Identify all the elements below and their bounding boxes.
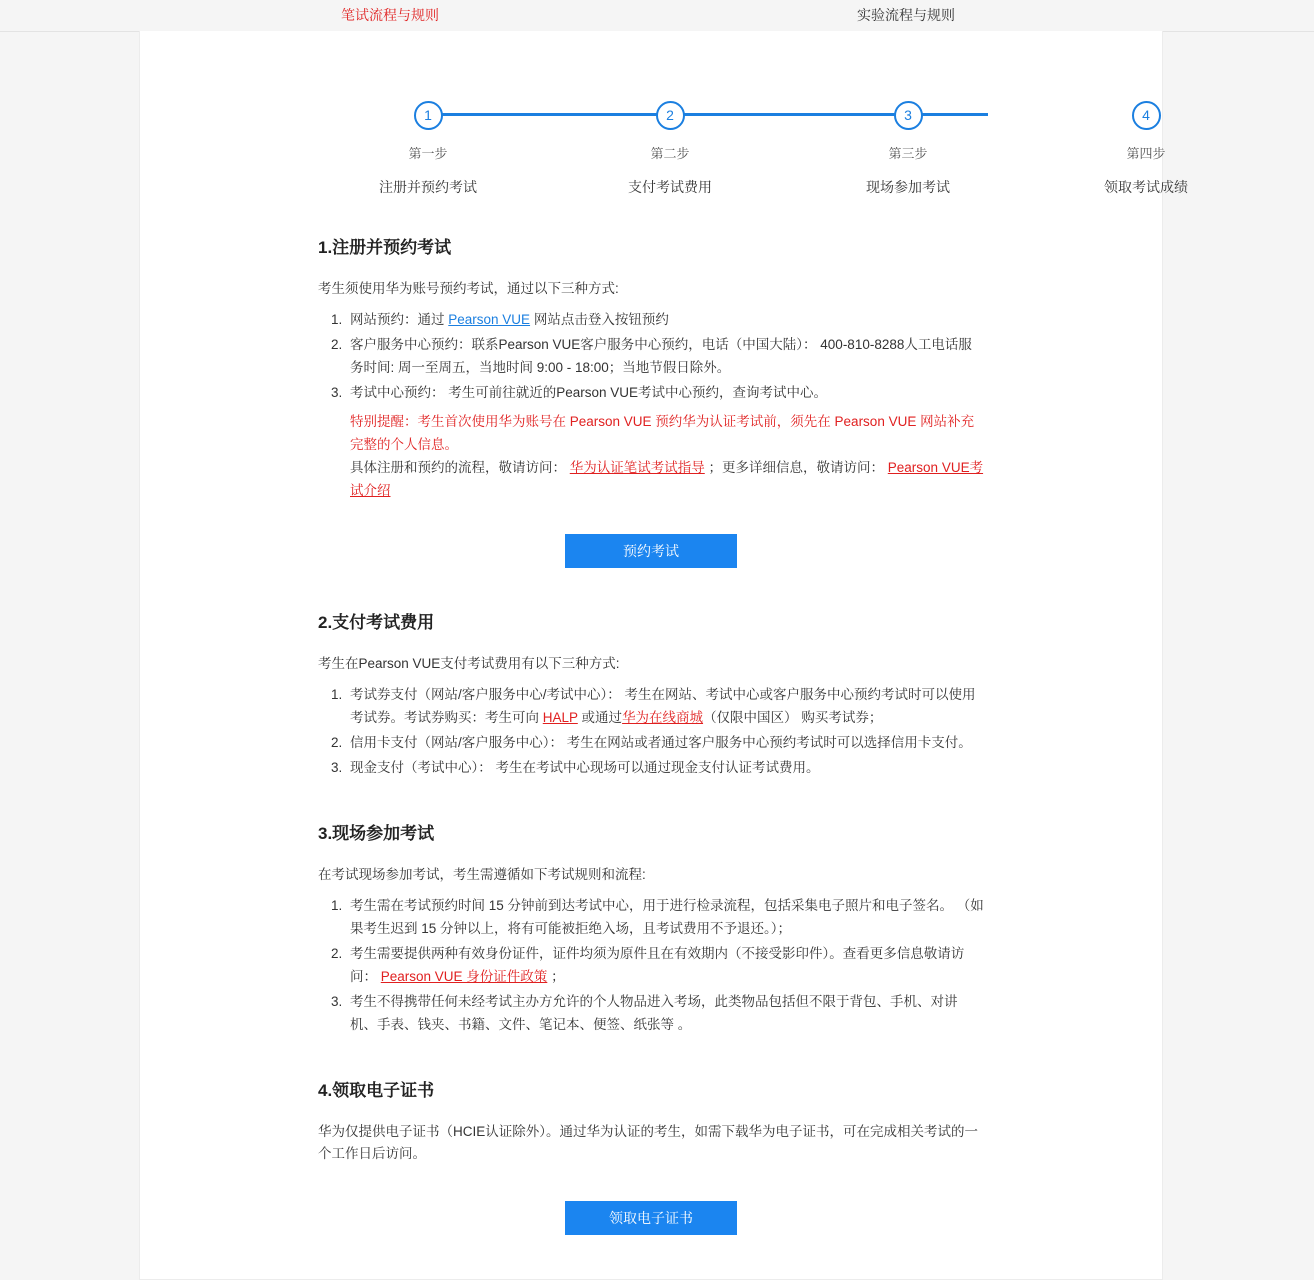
list-item: 2. 客户服务中心预约：联系Pearson VUE客户服务中心预约，电话（中国大陆）： 400-810-8288人工电话服务时间: 周一至周五，当地时间 9:00 - 18:00；当地节假日除外。 [346,333,984,379]
s2-item1-text-a: 考试券支付（网站/客户服务中心/考试中心）： 考生在网站、考试中心或客户服务中心预约考试时可以使用考试券。考试券购买：考生可向 [350,687,976,725]
claim-certificate-button-wrap [318,1201,984,1235]
s1-item1-text-b: 网站点击登入按钮预约 [530,312,669,327]
step-2 [590,101,750,197]
tab-lab-exam[interactable]: 实验流程与规则 [857,7,955,23]
book-exam-button[interactable]: 预约考试 [565,534,737,568]
s1-note-text-b: ；更多详细信息，敬请访问： [704,460,888,475]
step-2-circle: 2 [656,101,685,130]
s1-item1-text-a: 网站预约：通过 [350,312,449,327]
s3-item2-text-a: 考生需要提供两种有效身份证件，证件均须为原件且在有效期内（不接受影印件）。查看更多信息敬请访问： [350,946,965,984]
pearson-vue-exam-intro-link[interactable]: Pearson VUE考试介绍 [350,460,984,498]
step-3-title: 现场参加考试 [866,179,950,195]
huawei-online-store-link[interactable]: 华为在线商城 [622,710,704,725]
step-4 [1066,101,1226,197]
section-3-heading: 3.现场参加考试 [318,824,435,843]
book-exam-button-wrap [318,534,984,568]
content-body [140,233,1162,1279]
tab-bar [0,0,1314,32]
step-2-sublabel: 第二步 [650,146,690,161]
list-item: 1. 考生需在考试预约时间 15 分钟前到达考试中心，用于进行检录流程，包括采集电子照片和电子签名。 （如果考生迟到 15 分钟以上，将有可能被拒绝入场，且考试费用不予退还。）； [346,894,984,940]
list-item [346,308,984,331]
content-card [139,31,1188,1280]
section-1-list [318,308,984,502]
list-item [346,683,984,729]
step-4-sublabel: 第四步 [1126,146,1166,161]
step-4-title: 领取考试成绩 [1104,179,1188,195]
huawei-written-exam-guide-link[interactable]: 华为认证笔试考试指导 [569,460,705,475]
pearson-vue-id-policy-link[interactable]: Pearson VUE 身份证件政策 [380,969,548,984]
section-1-heading: 1.注册并预约考试 [318,238,452,257]
step-4-circle: 4 [1132,101,1161,130]
s3-item2-text-b: ； [547,969,565,984]
list-item: 3. 现金支付（考试中心）： 考生在考试中心现场可以通过现金支付认证考试费用。 [346,756,984,779]
section-3-intro: 在考试现场参加考试，考生需遵循如下考试规则和流程: [318,867,646,882]
pearson-vue-link[interactable]: Pearson VUE [448,312,531,327]
section-4-heading: 4.领取电子证书 [318,1081,435,1100]
list-item: 3. 考生不得携带任何未经考试主办方允许的个人物品进入考场，此类物品包括但不限于背包、手机、对讲机、手表、钱夹、书籍、文件、笔记本、便签、纸张等 。 [346,990,984,1036]
step-2-title: 支付考试费用 [628,179,712,195]
section-1-warning: 特别提醒：考生首次使用华为账号在 Pearson VUE 预约华为认证考试前，须先在 Pearson VUE 网站补充完整的个人信息。 [350,414,975,452]
section-1-links-line [350,456,984,502]
step-1-circle: 1 [414,101,443,130]
s1-note-text-a: 具体注册和预约的流程，敬请访问： [350,460,570,475]
section-1-intro: 考生须使用华为账号预约考试，通过以下三种方式: [318,281,619,296]
step-3-circle: 3 [894,101,923,130]
claim-certificate-button[interactable]: 领取电子证书 [565,1201,737,1235]
s1-item3-text: 考试中心预约： 考生可前往就近的Pearson VUE考试中心预约，查询考试中心。 [350,385,828,400]
section-2-list [318,683,984,779]
list-item: 2. 信用卡支付（网站/客户服务中心）： 考生在网站或者通过客户服务中心预约考试时可以选择信用卡支付。 [346,731,984,754]
progress-stepper [271,83,1188,195]
section-1-note [350,410,984,502]
step-1-title: 注册并预约考试 [379,179,477,195]
s2-item1-text-b: 或通过 [577,710,623,725]
section-4-paragraph: 华为仅提供电子证书（HCIE认证除外）。通过华为认证的考生，如需下载华为电子证书，可在完成相关考试的一个工作日后访问。 [318,1124,979,1161]
s2-item1-text-c: （仅限中国区） 购买考试券； [703,710,883,725]
section-2-heading: 2.支付考试费用 [318,613,435,632]
section-3-list [318,894,984,1036]
step-1 [348,101,508,197]
step-3 [828,101,988,197]
halp-link[interactable]: HALP [542,710,578,725]
step-1-sublabel: 第一步 [408,146,448,161]
list-item [346,381,984,502]
step-3-sublabel: 第三步 [888,146,928,161]
tab-written-exam[interactable]: 笔试流程与规则 [341,7,439,23]
list-item [346,942,984,988]
section-2-intro: 考生在Pearson VUE支付考试费用有以下三种方式: [318,656,620,671]
